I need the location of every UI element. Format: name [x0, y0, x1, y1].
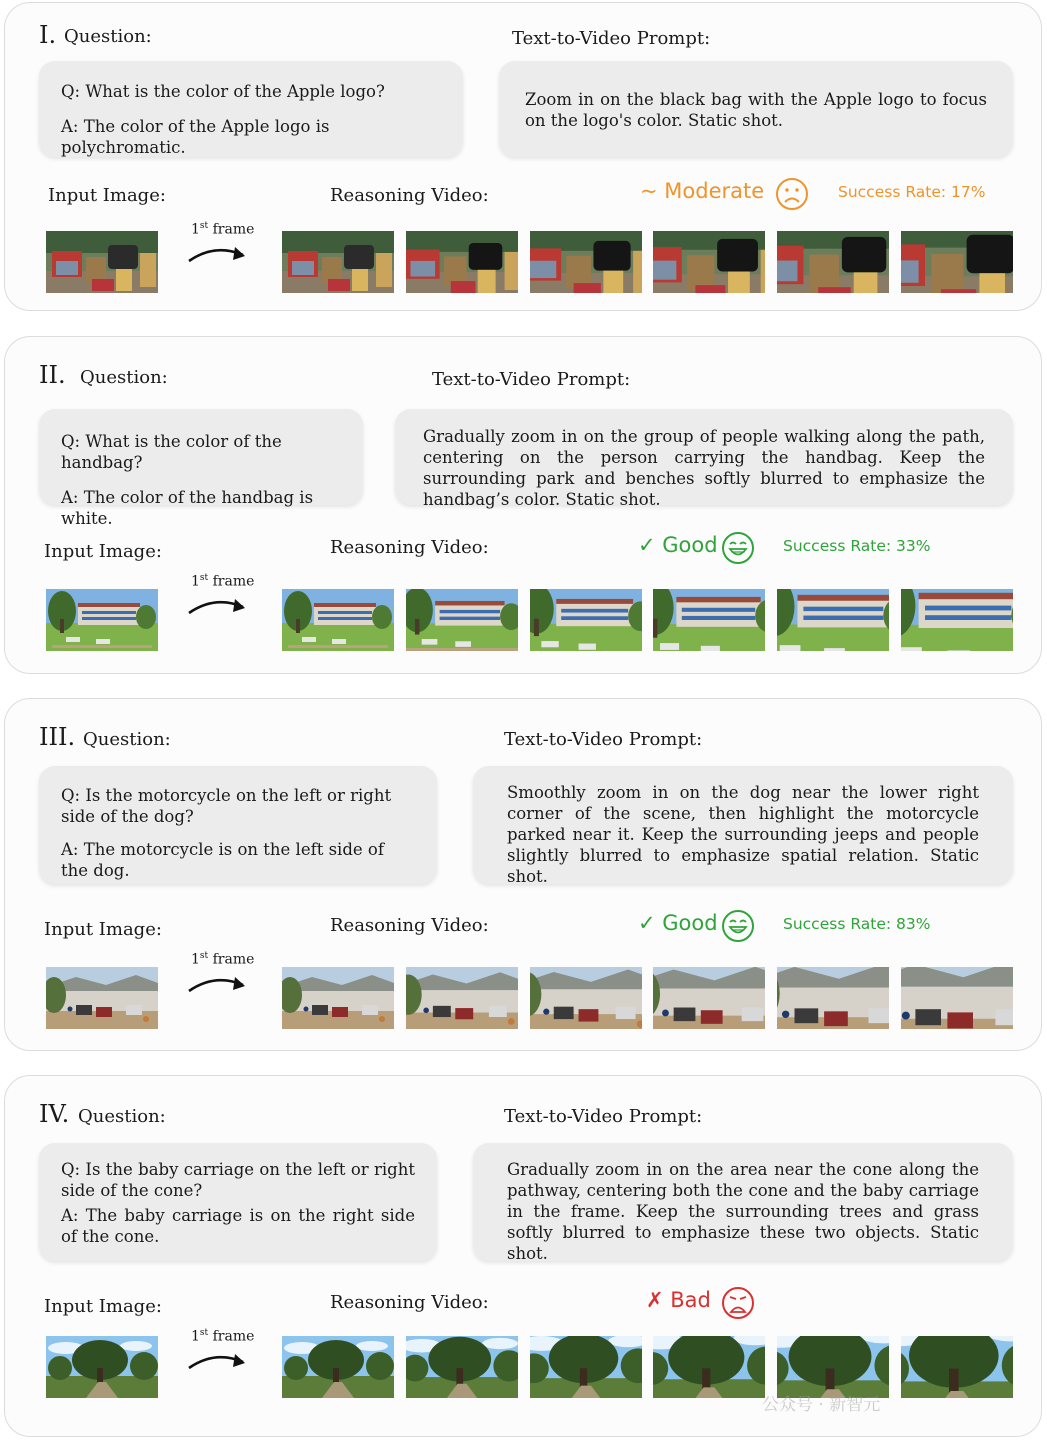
- video-frame-1: [282, 231, 394, 293]
- watermark: 公众号 · 新智元: [762, 1395, 881, 1415]
- happy-face-icon: [721, 909, 755, 943]
- video-frame-5: [777, 967, 889, 1029]
- answer-text: A: The color of the handbag is white.: [61, 488, 314, 528]
- input-image-label: Input Image:: [44, 919, 162, 940]
- success-rate: Success Rate: 83%: [783, 915, 931, 933]
- success-rate: Success Rate: 33%: [783, 537, 931, 555]
- answer-text: A: The color of the Apple logo is polychromatic.: [61, 117, 330, 157]
- prompt-text: Gradually zoom in on the group of people walking along the path, centering on the person carrying the handbag. Keep the surrounding park and benches softly blurred to emphasize the handbag’s color. Static shot.: [423, 427, 985, 509]
- verdict-label: ✓ Good: [638, 533, 718, 557]
- input-image-label: Input Image:: [48, 185, 166, 206]
- question-text: Q: Is the baby carriage on the left or right side of the cone?: [61, 1160, 415, 1200]
- input-image-label: Input Image:: [44, 1296, 162, 1317]
- reasoning-video-label: Reasoning Video:: [330, 1292, 489, 1313]
- video-frame-3: [530, 967, 642, 1029]
- input-image: [46, 231, 158, 293]
- reasoning-video-label: Reasoning Video:: [330, 537, 489, 558]
- video-frame-3: [530, 231, 642, 293]
- video-frame-1: [282, 967, 394, 1029]
- prompt-heading: Text-to-Video Prompt:: [504, 1106, 703, 1127]
- panel-number: II.: [39, 361, 66, 389]
- arrow-icon: [185, 971, 251, 997]
- video-frame-6: [901, 967, 1013, 1029]
- input-image: [46, 967, 158, 1029]
- video-frame-2: [406, 967, 518, 1029]
- arrow-icon: [185, 241, 251, 267]
- video-frame-2: [406, 231, 518, 293]
- prompt-heading: Text-to-Video Prompt:: [432, 369, 631, 390]
- first-frame-label: 1st frame: [191, 951, 255, 968]
- answer-text: A: The motorcycle is on the left side of the dog.: [61, 840, 384, 880]
- prompt-box: [473, 766, 1013, 884]
- video-frame-6: [901, 589, 1013, 651]
- success-rate: Success Rate: 17%: [838, 183, 986, 201]
- first-frame-label: 1st frame: [191, 1328, 255, 1345]
- qa-box: [39, 409, 363, 528]
- prompt-text: Gradually zoom in on the area near the cone along the pathway, centering both the cone and the baby carriage in the frame. Keep the surrounding trees and grass softly blurred to emphasize these two objects. Static shot.: [507, 1160, 979, 1263]
- video-frame-4: [653, 1336, 765, 1398]
- input-image-label: Input Image:: [44, 541, 162, 562]
- angry-face-icon: [721, 1286, 755, 1320]
- video-frame-4: [653, 231, 765, 293]
- question-heading: Question:: [80, 367, 168, 388]
- panel-number: I.: [39, 21, 57, 49]
- qa-box: [39, 61, 463, 157]
- qa-box: [39, 1143, 437, 1261]
- question-text: Q: Is the motorcycle on the left or right side of the dog?: [61, 786, 392, 826]
- prompt-box: [473, 1143, 1013, 1261]
- first-frame-label: 1st frame: [191, 573, 255, 590]
- video-frame-3: [530, 589, 642, 651]
- video-frame-1: [282, 589, 394, 651]
- panel-number: IV.: [39, 1100, 70, 1128]
- panel-1: [4, 2, 1042, 311]
- verdict-label: ✓ Good: [638, 911, 718, 935]
- prompt-text: Zoom in on the black bag with the Apple logo to focus on the logo's color. Static shot.: [525, 90, 987, 130]
- video-frame-2: [406, 589, 518, 651]
- video-frame-1: [282, 1336, 394, 1398]
- prompt-box: [395, 409, 1013, 509]
- reasoning-video-label: Reasoning Video:: [330, 185, 489, 206]
- happy-face-icon: [721, 531, 755, 565]
- video-frame-6: [901, 231, 1013, 293]
- sad-face-icon: [775, 177, 809, 211]
- panel-2: [4, 336, 1042, 674]
- prompt-text: Smoothly zoom in on the dog near the lower right corner of the scene, then highlight the motorcycle parked near it. Keep the surrounding jeeps and people slightly blurred to emphasize spatial relation. Static shot.: [507, 783, 979, 886]
- video-frame-3: [530, 1336, 642, 1398]
- qa-box: [39, 766, 437, 884]
- panel-number: III.: [39, 723, 76, 751]
- video-frame-6: [901, 1336, 1013, 1398]
- panel-4: [4, 1075, 1042, 1437]
- verdict-label: ~ Moderate: [640, 179, 765, 203]
- question-heading: Question:: [64, 26, 152, 47]
- video-frame-5: [777, 1336, 889, 1398]
- video-frame-5: [777, 589, 889, 651]
- panel-3: [4, 698, 1042, 1051]
- input-image: [46, 589, 158, 651]
- prompt-box: [499, 61, 1013, 157]
- video-frame-2: [406, 1336, 518, 1398]
- input-image: [46, 1336, 158, 1398]
- prompt-heading: Text-to-Video Prompt:: [504, 729, 703, 750]
- question-text: Q: What is the color of the handbag?: [61, 432, 282, 472]
- arrow-icon: [185, 593, 251, 619]
- answer-text: A: The baby carriage is on the right side of the cone.: [61, 1206, 415, 1246]
- video-frame-4: [653, 967, 765, 1029]
- reasoning-video-label: Reasoning Video:: [330, 915, 489, 936]
- arrow-icon: [185, 1348, 251, 1374]
- first-frame-label: 1st frame: [191, 221, 255, 238]
- video-frame-5: [777, 231, 889, 293]
- video-frame-4: [653, 589, 765, 651]
- prompt-heading: Text-to-Video Prompt:: [512, 28, 711, 49]
- verdict-label: ✗ Bad: [646, 1288, 711, 1312]
- question-heading: Question:: [78, 1106, 166, 1127]
- question-heading: Question:: [83, 729, 171, 750]
- question-text: Q: What is the color of the Apple logo?: [61, 82, 385, 101]
